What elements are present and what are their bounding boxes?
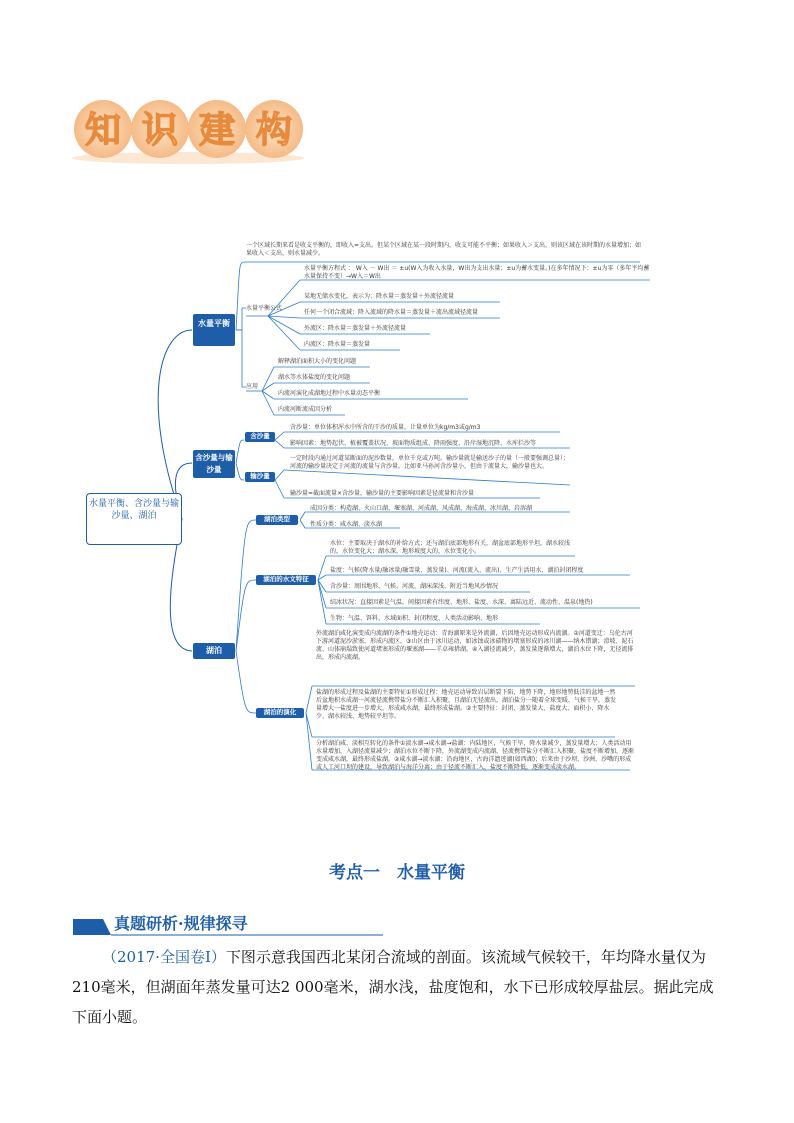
sediment-load-item: 一定时段内通过河道某断面的泥沙数量，单位千克或万吨。输沙量就是输送沙子的量（一般要强调总量）；河流的输沙量决定于河流的流量与含沙量。比如亚马孙河含沙量小，但由于流量大，输沙量也大。 xyxy=(290,455,570,470)
sediment-item: 影响因素：地势起伏、植被覆盖状况、坡面物质组成、降雨强度、沿岸湿地沉降、水库拦沙等 xyxy=(290,440,537,447)
apply-item: 内流河断流成因分析 xyxy=(278,406,333,413)
lake-type-item: 性质分类：咸水湖、淡水湖 xyxy=(310,521,383,528)
evolution-item: 外流湖泊咸化演变成内流湖的条件①地壳运动：青海湖原来是外流湖，后因地壳运动形成内流湖。②河道变迁：乌伦古河下游河道泥沙淤塞，形成内流区。③山区由于冰川运动，如冰蚀或冰碛物的堵塞形成的冰川湖——纳木错湖；滑坡、泥石流、山体崩塌致使河道堵塞形成的堰塞湖——羊卓雍措湖。④入湖径流减少，蒸发量逐渐增大，湖泊水位下降，无径流排出，形成内流湖。 xyxy=(316,630,634,661)
banner-char: 知 xyxy=(84,110,122,151)
evolution-item: 分析湖泊咸、淡相互转化的条件①淡水湖→咸水湖→盐湖：内陆地区，气候干旱，降水量减少，蒸发量增大；人类活动用水量增加，入湖径流量减少；湖泊水位不断下降，外流湖变成内流湖，径流携带盐分不断汇入积聚，盐度不断增加，逐渐变成咸水湖，最终形成盐湖。②咸水湖→淡水湖：沿海地区，古海洋遗迹湖(如西湖)；后来由于沙坝、沙洲、沙嘴的形成或人工河口坝的建设，导致湖泊与海洋分离；由于径流不断汇入，盐度不断降低，逐渐变成淡水湖。 xyxy=(316,740,635,771)
section-title: 考点一 水量平衡 xyxy=(329,863,465,883)
water-balance-intro: 一个区域长期来看是收支平衡的，即收入=支出。但某个区域在某一段时期内，收支可能不平衡；如果收入＞支出，则该区域在该时期的水量增加；如果收入＜支出，则水量减少。 xyxy=(246,242,642,257)
sub-sediment-load: 输沙量 xyxy=(245,472,275,482)
subtitle-text: 真题研析·规律探寻 xyxy=(114,914,248,933)
branch-lakes: 湖泊 xyxy=(193,643,235,659)
sediment-item: 含沙量：单位体积浑水中所含的干沙的质量，计量单位为kg/m3或g/m3 xyxy=(290,424,481,431)
mindmap-root: 水量平衡、含沙量与输沙量、湖泊 xyxy=(86,493,182,545)
question-body: 下图示意我国西北某闭合流域的剖面。该流域气候较干，年均降水量仅为210毫米，但湖面年蒸发量可达2 000毫米，湖水浅，盐度饱和，水下已形成较厚盐层。据此完成下面小题。 xyxy=(72,948,714,1026)
hydrology-item: 结冰状况：直接因素是气温，间接因素有纬度、地形、盐度、水深、离陆远近、流动性、温泉(地热) xyxy=(330,599,593,606)
apply-label: 应用 xyxy=(246,383,259,390)
apply-item: 湖水等水体盐度的变化问题 xyxy=(278,374,351,381)
formula-item: 某地无储水变化，表示为：降水量＝蒸发量＋外流径流量 xyxy=(304,293,455,300)
apply-item: 内流河演化成湖地过程中水量动态平衡 xyxy=(278,390,381,397)
formula-item: 外流区：降水量＝蒸发量＋外流径流量 xyxy=(304,325,407,332)
question-text xyxy=(72,942,722,1032)
hydrology-item: 含沙量：周围地形、气候、河流、湖床深浅、附近当地风沙情况 xyxy=(330,583,499,590)
sub-lake-evolution: 湖泊的演化 xyxy=(256,708,304,718)
evolution-item: 盐湖的形成过程及盐湖的主要特征①形成过程：地壳运动导致岩层断裂下陷，地势下降，地形地势低洼的盆地一然后盆地积水成湖一河流径流携带盐分不断汇入积聚，且湖泊无径流出，湖泊盐分一随着全球变暖，气候干旱，蒸发量增大一盐度进一步增大，形成咸水湖，最终形成盐湖。②主要特征：封闭、蒸发量大、盐度大、面积小、降水少、湖水较浅、地势较平坦等。 xyxy=(316,689,617,720)
banner-char: 构 xyxy=(255,110,293,151)
question-source: （2017·全国卷Ⅰ） xyxy=(102,948,226,966)
sediment-load-item: 输沙量=截面流量×含沙量，输沙量的主要影响因素是径流量和含沙量 xyxy=(290,490,475,497)
branch-water-balance: 水量平衡 xyxy=(193,314,235,346)
sub-lake-types: 湖泊类型 xyxy=(256,515,298,525)
formula-item: 水量平衡方程式 ： W入 － W出 ＝ ±u(W入为收入水量，W出为支出水量；±u为蓄水变量。)在多年情况下：±u为零（多年平均蓄水量保持不变）→W入＝W出 xyxy=(304,265,650,280)
formula-label: 水量平衡公式 xyxy=(246,305,283,312)
sub-lake-hydrology: 湖泊的水文特征 xyxy=(256,575,316,585)
hydrology-item: 生物：气温、饵料、水域面积、封闭程度、人类活动影响、地形 xyxy=(330,615,499,622)
hydrology-item: 盐度：气候(降水量/融冰量/融雪量、蒸发量)、河流(流入、流出)、生产生活用水、湖泊封闭程度 xyxy=(330,567,584,574)
formula-item: 内流区：降水量＝蒸发量 xyxy=(304,341,371,348)
sub-sediment-concentration: 含沙量 xyxy=(245,432,275,442)
banner-char: 识 xyxy=(141,110,179,151)
formula-item: 任何一个闭合流域：降入流域的降水量＝蒸发量＋流出流域径流量 xyxy=(304,309,479,316)
branch-sediment: 含沙量与输沙量 xyxy=(193,450,235,478)
hydrology-item: 水位：主要取决于湖水的补给方式；还与湖泊底部地形有关，湖盆底部地形平坦，湖水较浅的，水位变化大；湖水深，地形坡度大的，水位变化小。 xyxy=(330,540,571,555)
lake-type-item: 成因分类：构造湖、火山口湖、堰塞湖、河成湖、风成湖、海成湖、冰川湖、岩溶湖 xyxy=(310,505,533,512)
banner-char: 建 xyxy=(198,110,236,151)
apply-item: 解释湖泊面积大小的变化问题 xyxy=(278,358,357,365)
